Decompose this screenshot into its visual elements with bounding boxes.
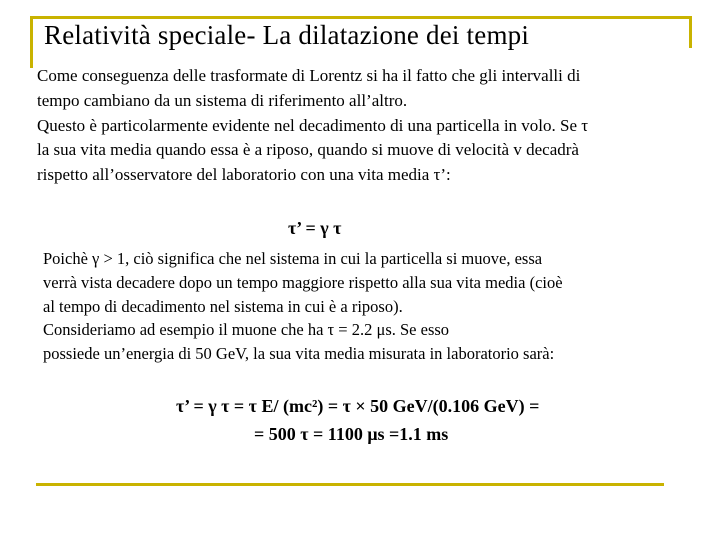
slide-title: Relatività speciale- La dilatazione dei tempi: [44, 20, 530, 50]
example-line: Consideriamo ad esempio il muone che ha τ = 2.2 μs. Se esso: [43, 320, 450, 340]
bottom-divider: [36, 483, 664, 486]
muon-example-paragraph: [43, 247, 703, 366]
intro-line: la sua vita media quando essa è a riposo, quando si muove di velocità v decadrà: [37, 140, 579, 160]
intro-line: Come conseguenza delle trasformate di Lorentz si ha il fatto che gli intervalli di: [37, 66, 581, 85]
intro-line: rispetto all’osservatore del laboratorio con una vita media τ’:: [37, 165, 451, 185]
muon-lifetime-formula: τ’ = γ τ = τ E/ (mc²) = τ × 50 GeV/(0.106 GeV) =: [176, 396, 540, 416]
intro-paragraph: [37, 64, 697, 188]
example-line: al tempo di decadimento nel sistema in cui è a riposo).: [43, 296, 403, 316]
example-line: Poichè γ > 1, ciò significa che nel sistema in cui la particella si muove, essa: [43, 249, 543, 268]
title-frame-top-bar: [30, 16, 692, 19]
intro-line: tempo cambiano da un sistema di riferimento all’altro.: [37, 90, 408, 110]
example-line: verrà vista decadere dopo un tempo maggiore rispetto alla sua vita media (cioè: [43, 272, 563, 292]
muon-lifetime-result: = 500 τ = 1100 μs =1.1 ms: [254, 424, 449, 444]
example-line: possiede un’energia di 50 GeV, la sua vita media misurata in laboratorio sarà:: [43, 344, 555, 364]
intro-line: Questo è particolarmente evidente nel decadimento di una particella in volo. Se τ: [37, 115, 589, 135]
time-dilation-formula: τ’ = γ τ: [288, 218, 342, 238]
title-frame-left-bar: [30, 16, 33, 68]
title-frame-right-bar: [689, 16, 692, 48]
